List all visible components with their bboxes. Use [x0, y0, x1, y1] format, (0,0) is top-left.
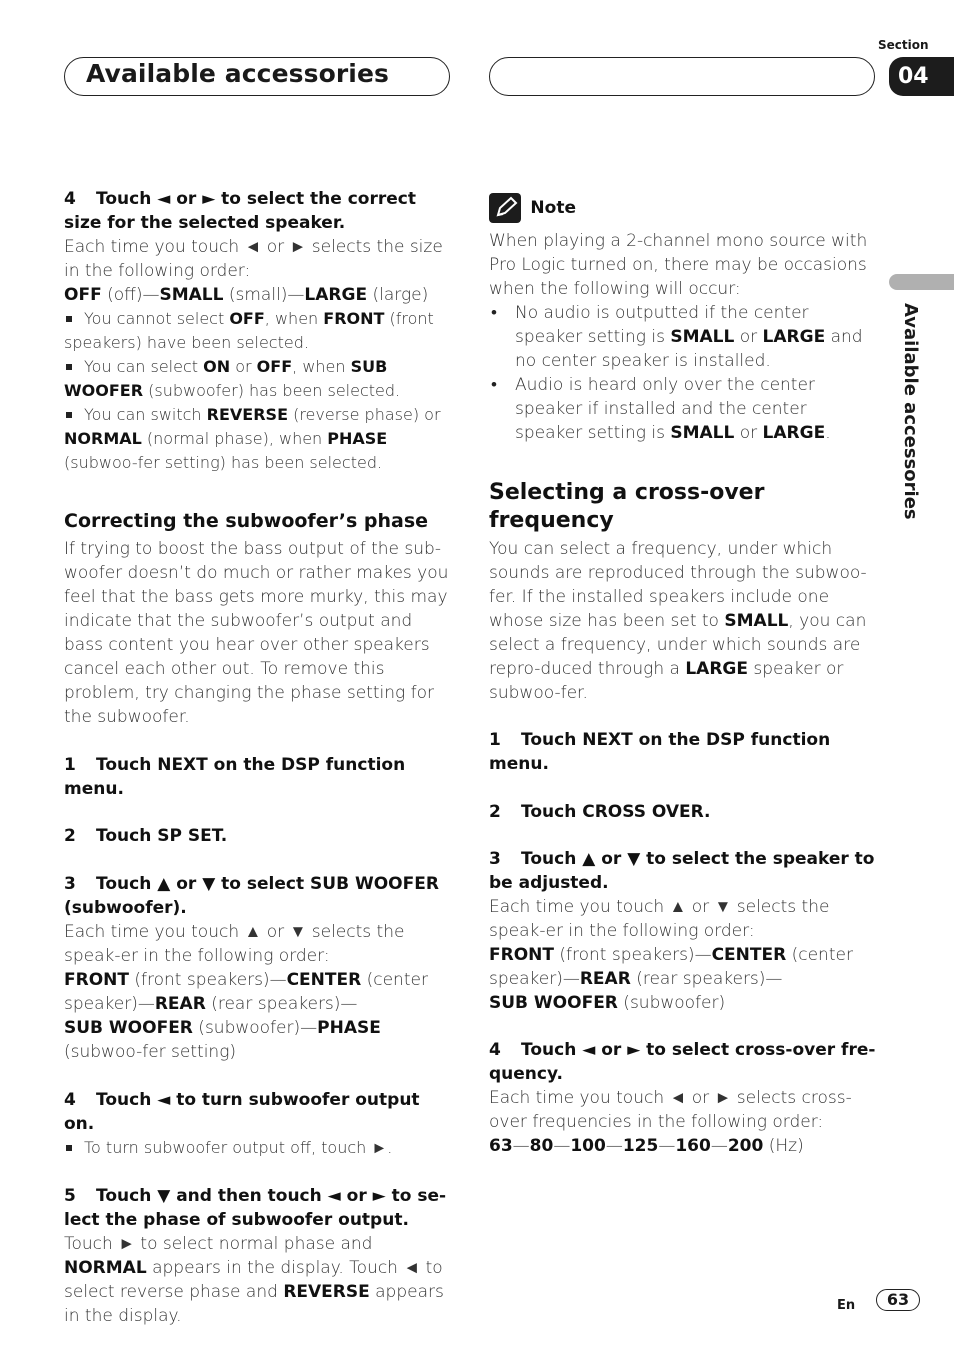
step-heading: 5 Touch ▼ and then touch ◄ or ► to se-lect the phase of subwoofer output.: [64, 1186, 447, 1230]
section-heading: Selecting a cross-over frequency: [489, 480, 765, 533]
frequency-order: 63—80—100—125—160—200 (Hz): [489, 1136, 804, 1156]
square-bullet-icon: [66, 364, 72, 370]
step-description: Each time you touch ▲ or ▼ selects the speak-er in the following order:: [64, 922, 405, 966]
language-label: En: [837, 1298, 856, 1313]
bullet-item: • No audio is outputted if the center speaker setting is SMALL or LARGE and no center speaker is installed.: [489, 301, 879, 373]
header-blank-frame: [489, 57, 875, 96]
section-body: You can select a frequency, under which sounds are reproduced through the subwoo-fer. If the installed speakers include one whose size has been set to SMALL, you can select a frequency, under which sounds are repro-duced through a LARGE speaker or subwoo-fer.: [489, 539, 867, 703]
section-heading: Correcting the subwoofer’s phase: [64, 510, 429, 532]
step-description: Touch ► to select normal phase and NORMAL appears in the display. Touch ◄ to select reverse phase and REVERSE appears in the display.: [64, 1234, 444, 1326]
step-description: Each time you touch ▲ or ▼ selects the speak-er in the following order:: [489, 897, 830, 941]
step-description: Each time you touch ◄ or ► selects the size in the following order:: [64, 237, 443, 281]
note-item: You can switch REVERSE (reverse phase) or NORMAL (normal phase), when PHASE (subwoo-fer setting) has been selected.: [64, 405, 441, 472]
step-heading: 3 Touch ▲ or ▼ to select the speaker to be adjusted.: [489, 849, 875, 893]
speaker-order: FRONT (front speakers)—CENTER (center speaker)—REAR (rear speakers)— SUB WOOFER (subwoofer)—PHASE (subwoo-fer setting): [64, 970, 428, 1062]
note-item: You can select ON or OFF, when SUB WOOFER (subwoofer) has been selected.: [64, 357, 401, 400]
step-heading: 1 Touch NEXT on the DSP function menu.: [64, 755, 406, 799]
section-body: If trying to boost the bass output of the sub-woofer doesn’t do much or rather makes you feel that the bass gets more murky, this may indicate that the subwoofer’s output and bass content you hear over other speakers cancel each other out. To remove this problem, try changing the phase setting for the subwoofer.: [64, 539, 449, 727]
section-label: Section: [878, 38, 929, 52]
bullet-item: • Audio is heard only over the center speaker if installed and the center speaker setting is SMALL or LARGE.: [489, 373, 879, 445]
page-number: 63: [876, 1289, 920, 1311]
note-body: When playing a 2-channel mono source with Pro Logic turned on, there may be occasions when the following will occur:: [489, 231, 868, 299]
square-bullet-icon: [66, 316, 72, 322]
note-pencil-icon: [489, 193, 521, 223]
side-tab-bar: [889, 274, 954, 290]
side-tab-label: Available accessories: [900, 303, 921, 520]
page-title: Available accessories: [86, 59, 389, 88]
right-column: [489, 193, 879, 1158]
step-heading: 1 Touch NEXT on the DSP function menu.: [489, 730, 831, 774]
note-item: To turn subwoofer output off, touch ►.: [64, 1136, 454, 1160]
left-column: [64, 187, 454, 1328]
step-heading: 2 Touch CROSS OVER.: [489, 802, 711, 822]
square-bullet-icon: [66, 1145, 72, 1151]
step-heading: 4 Touch ◄ or ► to select cross-over fre-quency.: [489, 1040, 876, 1084]
note-item: You cannot select OFF, when FRONT (front speakers) have been selected.: [64, 309, 434, 352]
step-description: Each time you touch ◄ or ► selects cross-over frequencies in the following order:: [489, 1088, 852, 1132]
step-heading: 4 Touch ◄ or ► to select the correct size for the selected speaker.: [64, 189, 416, 233]
section-number: 04: [889, 57, 954, 96]
step-heading: 2 Touch SP SET.: [64, 826, 228, 846]
size-order: OFF (off)—SMALL (small)—LARGE (large): [64, 285, 429, 305]
note-header: Note: [489, 193, 879, 223]
square-bullet-icon: [66, 412, 72, 418]
step-heading: 4 Touch ◄ to turn subwoofer output on.: [64, 1090, 420, 1134]
step-heading: 3 Touch ▲ or ▼ to select SUB WOOFER (subwoofer).: [64, 874, 439, 918]
speaker-order: FRONT (front speakers)—CENTER (center speaker)—REAR (rear speakers)— SUB WOOFER (subwoofer): [489, 945, 853, 1013]
